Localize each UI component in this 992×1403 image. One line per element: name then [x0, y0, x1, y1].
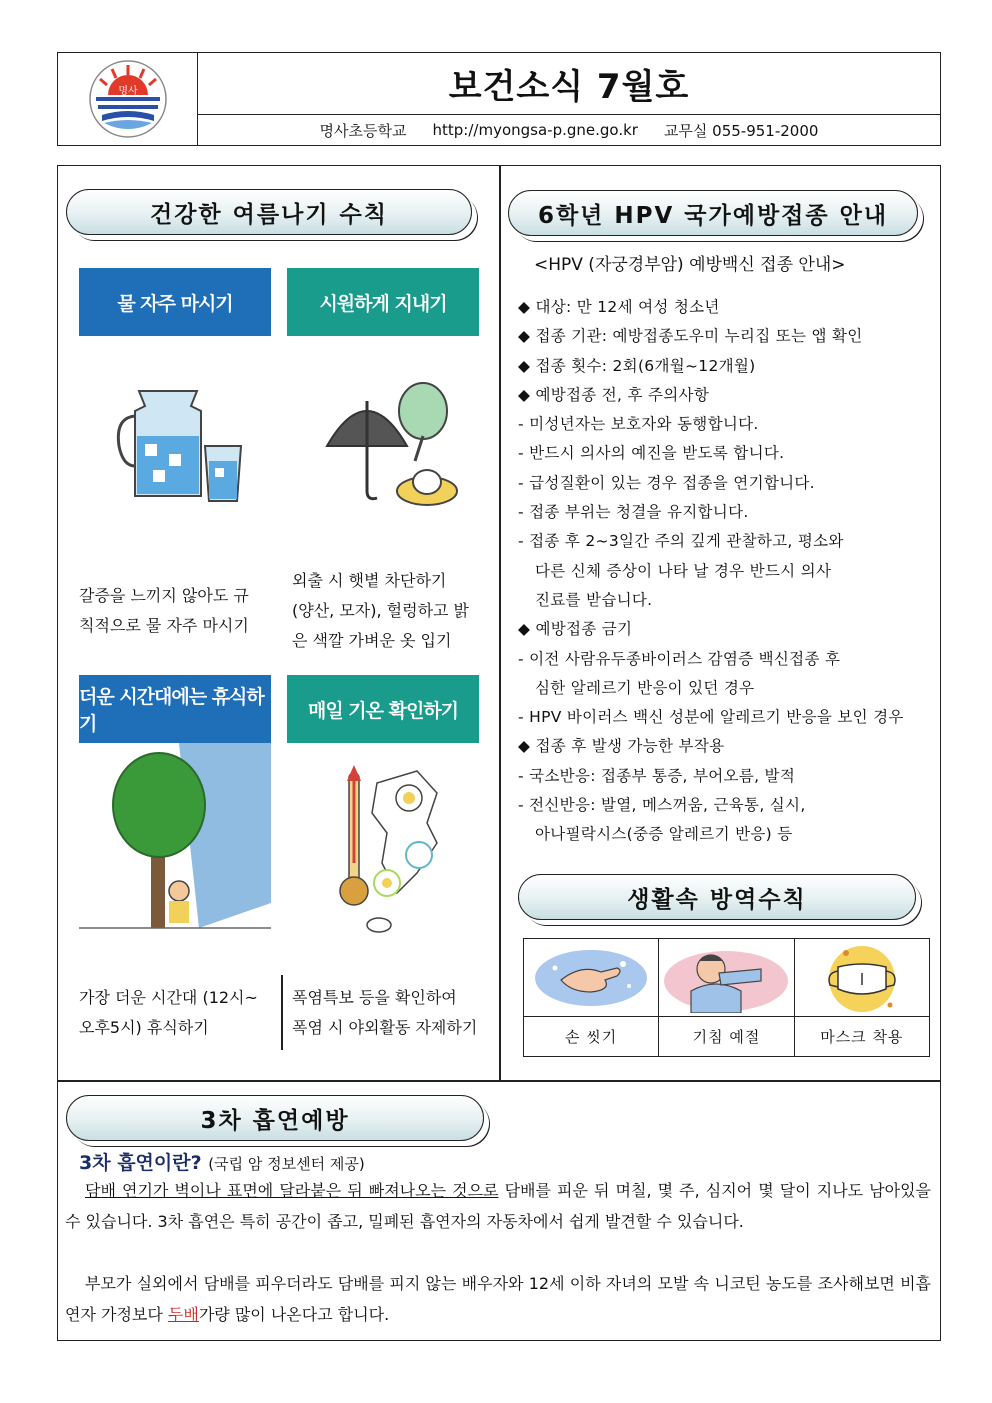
caption-line: 가장 더운 시간대 (12시~	[79, 988, 258, 1007]
smoking-text: 담배를 피운 뒤 며칠, 몇 주, 심지어 몇 달이 지나도 남아있을 수 있습니다. 3차 흡연은 특히 공간이 좁고, 밀폐된 흡연자의 자동차에서 쉽게 발견할 수 있습니다.	[65, 1181, 932, 1231]
water-pitcher-icon	[79, 336, 271, 536]
smoking-definition: 담배 연기가 벽이나 표면에 달라붙은 뒤 빠져나오는 것으로	[85, 1181, 499, 1200]
hpv-info-line: ◆ 접종 횟수: 2회(6개월~12개월)	[518, 356, 756, 375]
hpv-info-line: - 접종 부위는 청결을 유지합니다.	[518, 503, 749, 522]
section-divider	[58, 1080, 940, 1082]
hpv-info-line: ◆ 접종 후 발생 가능한 부작용	[518, 737, 725, 756]
smoking-text: 부모가 실외에서 담배를 피우더라도 담배를 피지 않는 배우자와 12세 이하 자녀의 모발 속 니코틴 농도를 조사해보면 비흡연자 가정보다	[65, 1274, 931, 1324]
smoking-text: 가량 많이 나온다고 합니다.	[198, 1305, 390, 1324]
caption-line: 폭염특보 등을 확인하여	[292, 988, 457, 1007]
caption-line: 폭염 시 야외활동 자제하기	[292, 1018, 478, 1037]
thermometer-map-icon	[287, 743, 479, 943]
card-stay-cool	[287, 268, 479, 536]
logo-text: 명사	[117, 86, 138, 97]
caption-line: 갈증을 느끼지 않아도 규	[79, 586, 249, 605]
prevention-item-mask	[795, 939, 929, 1056]
prevention-label: 마스크 착용	[820, 1028, 904, 1046]
mask-icon	[802, 943, 922, 1013]
hpv-info-line: ◆ 대상: 만 12세 여성 청소년	[518, 298, 720, 316]
prevention-heading: 생활속 방역수칙	[518, 874, 916, 920]
school-url-link[interactable]: http://myongsa-p.gne.go.kr	[432, 121, 638, 139]
tree-shade-icon	[79, 743, 271, 943]
caption-line: (양산, 모자), 헐렁하고 밝	[292, 601, 470, 620]
hpv-info-line: 아나필락시스(중증 알레르기 반응) 등	[535, 825, 793, 844]
prevention-label: 손 씻기	[565, 1028, 618, 1046]
card-title: 더운 시간대에는 휴식하기	[79, 675, 271, 743]
prevention-label: 기침 예절	[692, 1028, 761, 1046]
hpv-heading: 6학년 HPV 국가예방접종 안내	[508, 190, 918, 236]
hpv-info-line: - 전신반응: 발열, 메스꺼움, 근육통, 실시,	[518, 796, 806, 815]
prevention-item-handwashing	[524, 939, 659, 1056]
smoking-paragraph-1	[65, 1175, 931, 1237]
hpv-info-line: - 반드시 의사의 예진을 받도록 합니다.	[518, 444, 785, 463]
hpv-info-line: - 급성질환이 있는 경우 접종을 연기합니다.	[518, 473, 815, 492]
cough-etiquette-icon	[661, 943, 791, 1013]
caption-line: 오후5시) 휴식하기	[79, 1018, 209, 1037]
smoking-source: (국립 암 정보센터 제공)	[208, 1155, 365, 1173]
hpv-info-line: - 접종 후 2~3일간 주의 깊게 관찰하고, 평소와	[518, 532, 844, 551]
column-divider	[499, 166, 501, 1081]
hpv-info-line: ◆ 접종 기관: 예방접종도우미 누리집 또는 앱 확인	[518, 327, 863, 346]
hpv-info-list	[518, 293, 928, 850]
hpv-subheading: <HPV (자궁경부암) 예방백신 접종 안내>	[534, 255, 846, 275]
smoking-question	[79, 1148, 365, 1175]
page-title: 보건소식 7월호	[198, 53, 940, 115]
card-title: 시원하게 지내기	[287, 268, 479, 336]
hpv-info-line: 다른 신체 증상이 나타 날 경우 반드시 의사	[535, 561, 832, 580]
hpv-info-line: ◆ 예방접종 금기	[518, 620, 633, 639]
card-caption-rest	[79, 983, 274, 1043]
school-name: 명사초등학교	[319, 121, 407, 140]
card-caption-drink-water	[79, 581, 274, 641]
smoking-question-title: 3차 흡연이란?	[79, 1152, 202, 1174]
summer-rules-heading: 건강한 여름나기 수칙	[66, 189, 472, 235]
caption-line: 칙적으로 물 자주 마시기	[79, 616, 249, 635]
school-phone: 교무실 055-951-2000	[663, 121, 819, 140]
hpv-info-line: - 국소반응: 접종부 통증, 부어오름, 발적	[518, 766, 796, 785]
card-drink-water	[79, 268, 271, 536]
smoking-paragraph-2	[65, 1268, 931, 1330]
hpv-info-line: - 이전 사람유두종바이러스 감염증 백신접종 후	[518, 649, 841, 668]
card-title: 물 자주 마시기	[79, 268, 271, 336]
hpv-info-line: - HPV 바이러스 백신 성분에 알레르기 반응을 보인 경우	[518, 708, 904, 727]
hpv-info-line: - 미성년자는 보호자와 동행합니다.	[518, 415, 759, 434]
card-title: 매일 기온 확인하기	[287, 675, 479, 743]
umbrella-fan-icon	[287, 336, 479, 536]
newsletter-header	[57, 52, 941, 146]
card-check-temperature	[287, 675, 479, 943]
card-caption-check-temp	[292, 983, 487, 1043]
caption-line: 은 색깔 가벼운 옷 입기	[292, 631, 452, 650]
prevention-item-cough	[659, 939, 794, 1056]
card-rest-hot-hours	[79, 675, 271, 943]
card-caption-stay-cool	[292, 566, 487, 656]
hand-washing-icon	[531, 946, 651, 1010]
hpv-info-line: 심한 알레르기 반응이 있던 경우	[535, 678, 755, 697]
caption-line: 외출 시 햇볕 차단하기	[292, 571, 447, 590]
school-logo-icon	[84, 59, 172, 139]
hpv-info-line: 진료를 받습니다.	[535, 590, 653, 609]
school-logo-cell	[58, 53, 198, 145]
school-info	[198, 115, 940, 145]
prevention-table	[523, 938, 930, 1057]
smoking-highlight: 두배	[167, 1305, 199, 1324]
caption-divider	[281, 975, 283, 1050]
smoking-heading: 3차 흡연예방	[66, 1095, 484, 1141]
hpv-info-line: ◆ 예방접종 전, 후 주의사항	[518, 385, 710, 404]
